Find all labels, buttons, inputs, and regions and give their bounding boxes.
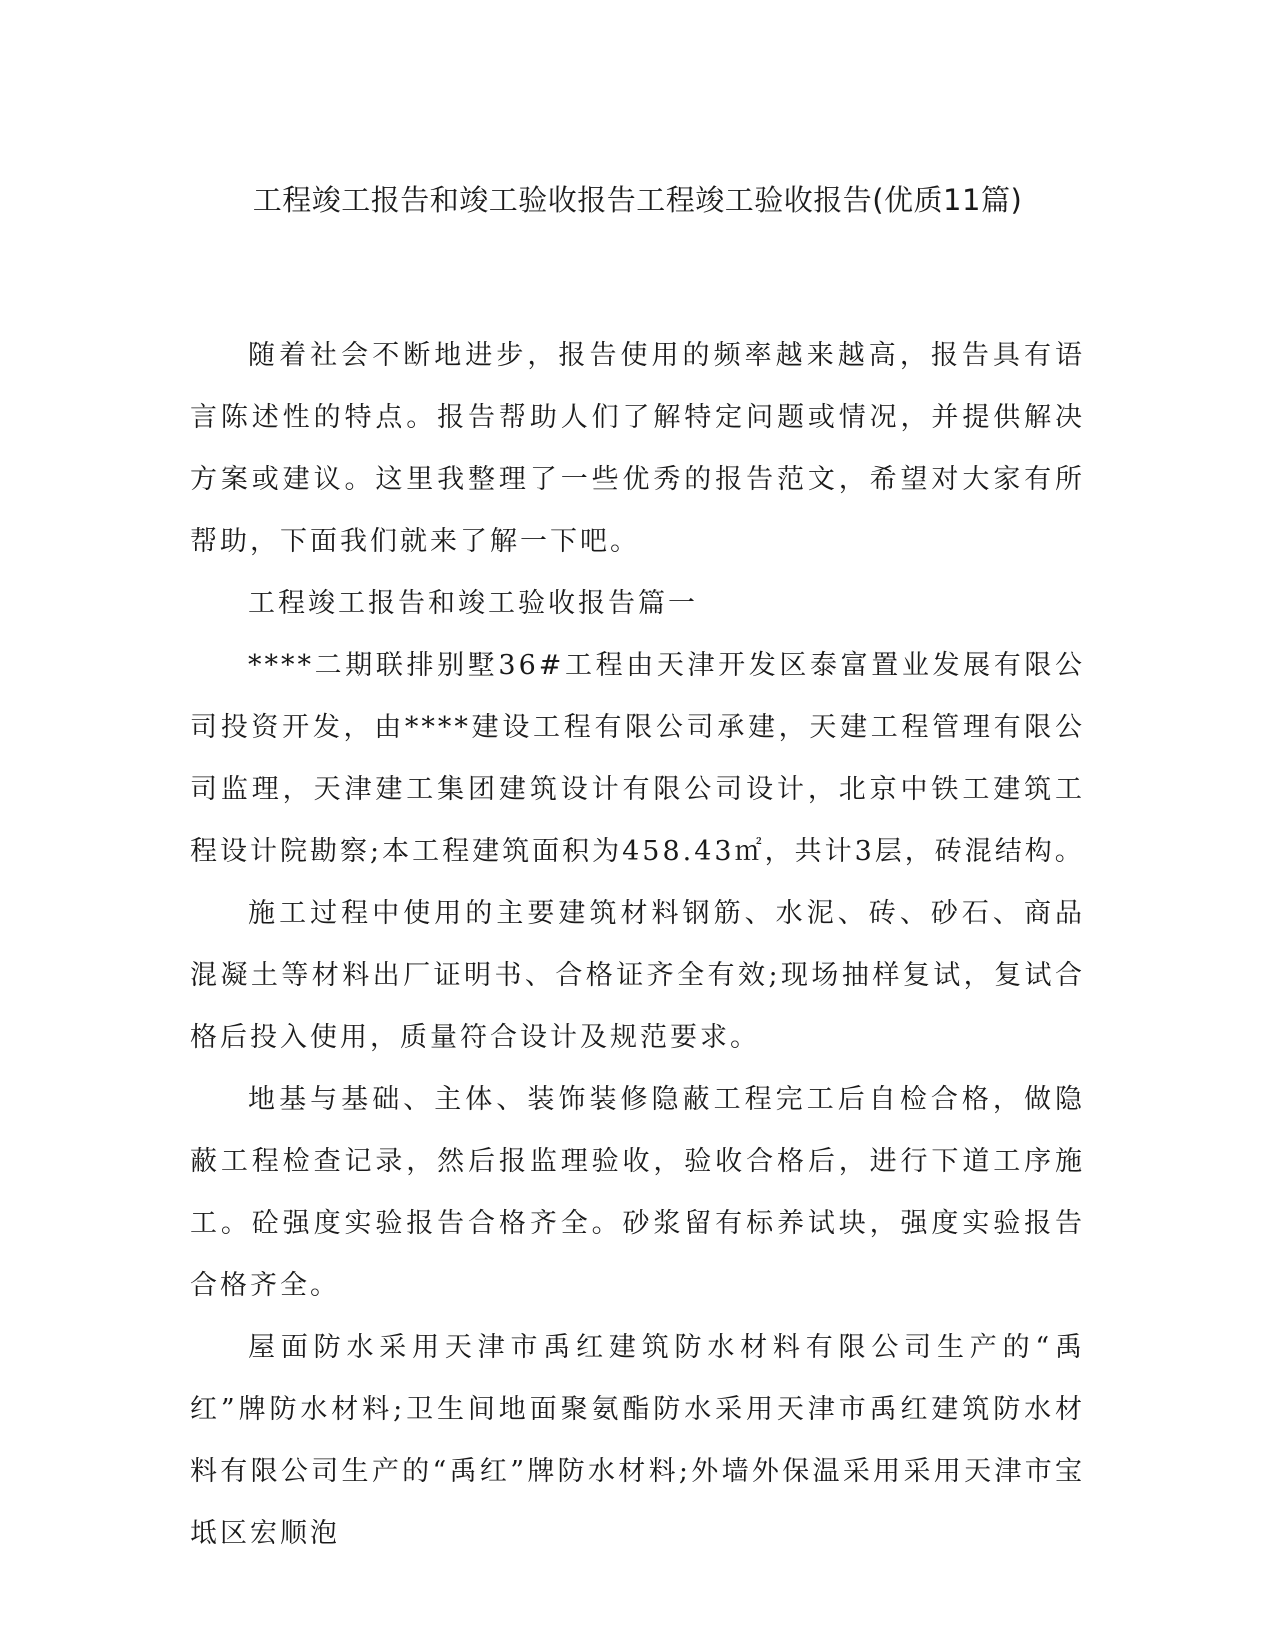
inspection-paragraph: 地基与基础、主体、装饰装修隐蔽工程完工后自检合格，做隐蔽工程检查记录，然后报监理验收，验收合格后，进行下道工序施工。砼强度实验报告合格齐全。砂浆留有标养试块，强度实验报告合格齐全。 xyxy=(190,1084,1085,1301)
section-heading: 工程竣工报告和竣工验收报告篇一 xyxy=(248,588,699,619)
document-body xyxy=(190,325,1085,1565)
materials-paragraph: 施工过程中使用的主要建筑材料钢筋、水泥、砖、砂石、商品混凝土等材料出厂证明书、合格证齐全有效;现场抽样复试，复试合格后投入使用，质量符合设计及规范要求。 xyxy=(190,898,1085,1053)
document-title: 工程竣工报告和竣工验收报告工程竣工验收报告(优质11篇) xyxy=(252,183,1023,217)
intro-paragraph: 随着社会不断地进步，报告使用的频率越来越高，报告具有语言陈述性的特点。报告帮助人们了解特定问题或情况，并提供解决方案或建议。这里我整理了一些优秀的报告范文，希望对大家有所帮助，下面我们就来了解一下吧。 xyxy=(190,340,1085,557)
project-overview-paragraph: ****二期联排别墅36#工程由天津开发区泰富置业发展有限公司投资开发，由****建设工程有限公司承建，天建工程管理有限公司监理，天津建工集团建筑设计有限公司设计，北京中铁工建筑工程设计院勘察;本工程建筑面积为458.43㎡，共计3层，砖混结构。 xyxy=(190,650,1085,867)
waterproofing-paragraph: 屋面防水采用天津市禹红建筑防水材料有限公司生产的“禹红”牌防水材料;卫生间地面聚氨酯防水采用天津市禹红建筑防水材料有限公司生产的“禹红”牌防水材料;外墙外保温采用采用天津市宝坻区宏顺泡 xyxy=(190,1332,1085,1549)
